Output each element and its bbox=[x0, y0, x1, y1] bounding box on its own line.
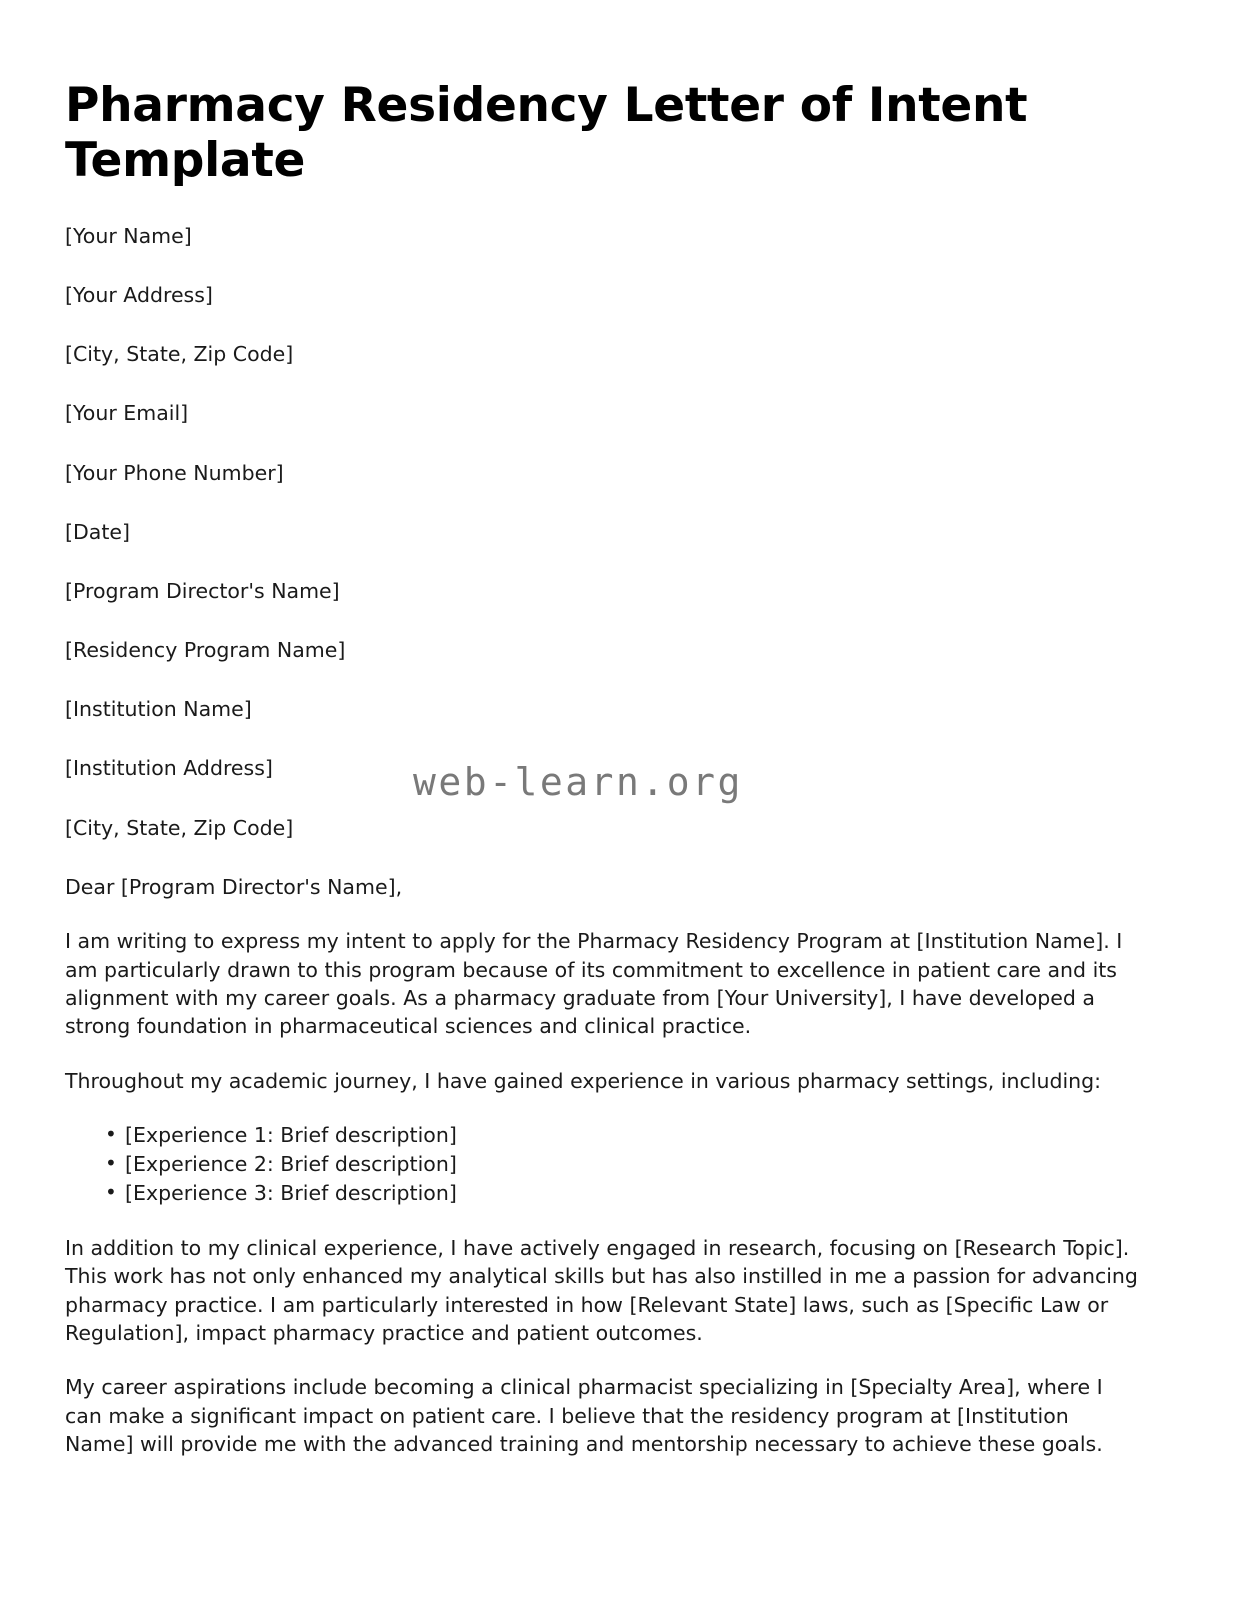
date-field: [Date] bbox=[65, 519, 130, 544]
watermark-text: web-learn.org bbox=[413, 760, 743, 804]
paragraph-aspirations: My career aspirations include becoming a clinical pharmacist specializing in [Specialty Area], where I can make a significant impact on patient care. I believe that the residency program at [Institution Name] will provide me with the advanced training and mentorship necessary to achieve these goals. bbox=[65, 1375, 1103, 1456]
experience-list bbox=[65, 1121, 1141, 1208]
list-item: • [Experience 2: Brief description] bbox=[65, 1150, 1141, 1179]
recipient-program-name-field: [Residency Program Name] bbox=[65, 638, 346, 663]
sender-email-field: [Your Email] bbox=[65, 401, 189, 426]
page-title: Pharmacy Residency Letter of Intent Template bbox=[65, 78, 1028, 189]
list-item: • [Experience 3: Brief description] bbox=[65, 1179, 1141, 1208]
sender-address-field: [Your Address] bbox=[65, 283, 213, 308]
paragraph-experience-lead-in: Throughout my academic journey, I have gained experience in various pharmacy settings, including: bbox=[65, 1068, 1102, 1093]
recipient-director-name-field: [Program Director's Name] bbox=[65, 578, 340, 603]
paragraph-research: In addition to my clinical experience, I have actively engaged in research, focusing on [Research Topic]. This work has not only enhanced my analytical skills but has also instilled in me a passion for advancing pharmacy practice. I am particularly interested in how [Relevant State] laws, such as [Specific Law or Regulation], impact pharmacy practice and patient outcomes. bbox=[65, 1236, 1138, 1346]
sender-city-state-zip-field: [City, State, Zip Code] bbox=[65, 342, 294, 367]
sender-name-field: [Your Name] bbox=[65, 223, 192, 248]
salutation-line: Dear [Program Director's Name], bbox=[65, 874, 403, 899]
list-item: • [Experience 1: Brief description] bbox=[65, 1121, 1141, 1150]
recipient-institution-name-field: [Institution Name] bbox=[65, 697, 252, 722]
recipient-city-state-zip-field: [City, State, Zip Code] bbox=[65, 815, 294, 840]
paragraph-intro: I am writing to express my intent to apply for the Pharmacy Residency Program at [Institution Name]. I am particularly drawn to this program because of its commitment to excellence in patient care and its alignment with my career goals. As a pharmacy graduate from [Your University], I have developed a strong foundation in pharmaceutical sciences and clinical practice. bbox=[65, 929, 1123, 1039]
sender-phone-field: [Your Phone Number] bbox=[65, 460, 284, 485]
recipient-institution-address-field: [Institution Address] bbox=[65, 756, 273, 781]
